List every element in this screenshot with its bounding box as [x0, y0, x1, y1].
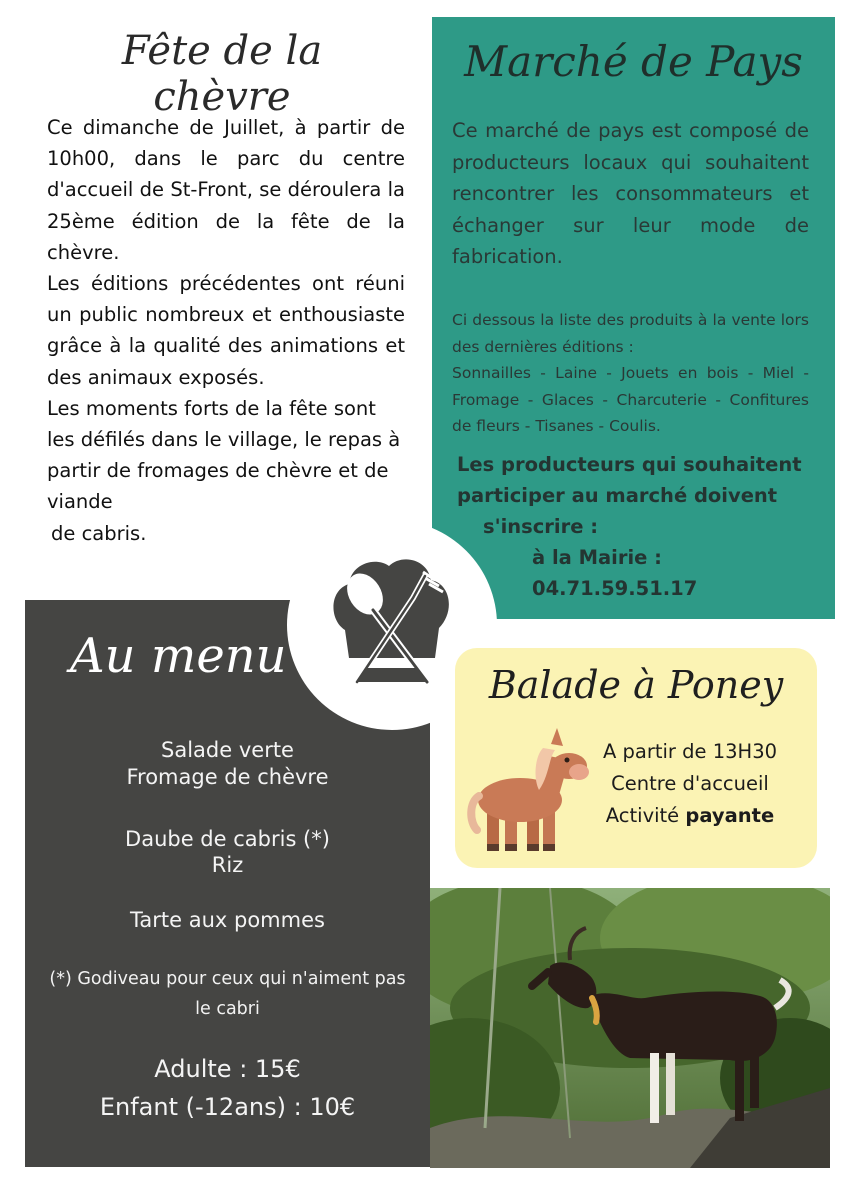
marche-products-list: Sonnailles - Laine - Jouets en bois - Miel - Fromage - Glaces - Charcuterie - Confitures de fleurs - Tisanes - Coulis.	[452, 364, 809, 435]
marche-intro: Ce marché de pays est composé de producteurs locaux qui souhaitent rencontrer les consommateurs et échanger sur leur mode de fabrication.	[452, 119, 809, 268]
fete-paragraph: Les éditions précédentes ont réuni un public nombreux et enthousiaste grâce à la qualité des animations et des animaux exposés.	[47, 272, 405, 389]
menu-dish: Daube de cabris (*)	[125, 827, 330, 851]
marche-panel	[432, 17, 835, 619]
fete-description	[47, 112, 405, 549]
registration-line: s'inscrire :	[483, 515, 599, 538]
poney-panel	[455, 648, 817, 868]
fete-title: Fête de la chèvre	[121, 28, 323, 120]
menu-dish: Fromage de chèvre	[126, 765, 329, 789]
poney-price-info	[570, 804, 810, 827]
menu-dish: Salade verte	[161, 738, 294, 762]
price-child: Enfant (-12ans) : 10€	[99, 1093, 356, 1121]
fete-paragraph: Les moments forts de la fête sont les défilés dans le village, le repas à partir de fromages de chèvre et de viande	[47, 396, 401, 514]
registration-line: Les producteurs qui souhaitent	[457, 453, 802, 476]
chef-hat-spoon-fork-icon	[327, 550, 457, 690]
fete-paragraph: de cabris.	[51, 521, 147, 545]
poney-time: A partir de 13H30	[602, 740, 778, 763]
poney-activity-label: Activité	[605, 804, 680, 827]
registration-phone: à la Mairie : 04.71.59.51.17	[532, 546, 698, 600]
menu-dish: Tarte aux pommes	[130, 908, 325, 932]
goat-photo	[430, 888, 830, 1168]
menu-title: Au menu	[70, 628, 287, 684]
marche-products-intro: Ci dessous la liste des produits à la vente lors des dernières éditions :	[452, 311, 809, 356]
marche-title: Marché de Pays	[464, 37, 803, 86]
registration-line: participer au marché doivent	[457, 484, 778, 507]
menu-note: (*) Godiveau pour ceux qui n'aiment pas le cabri	[49, 969, 406, 1019]
price-adult: Adulte : 15€	[154, 1055, 301, 1083]
marche-registration	[457, 449, 827, 604]
poney-paid-label: payante	[685, 804, 775, 827]
poney-location: Centre d'accueil	[611, 772, 769, 795]
fete-paragraph: Ce dimanche de Juillet, à partir de 10h00, dans le parc du centre d'accueil de St-Front, se déroulera la 25ème édition de la fête de la chèvre.	[47, 116, 405, 264]
poney-title: Balade à Poney	[488, 663, 784, 707]
menu-dish: Riz	[211, 853, 244, 877]
